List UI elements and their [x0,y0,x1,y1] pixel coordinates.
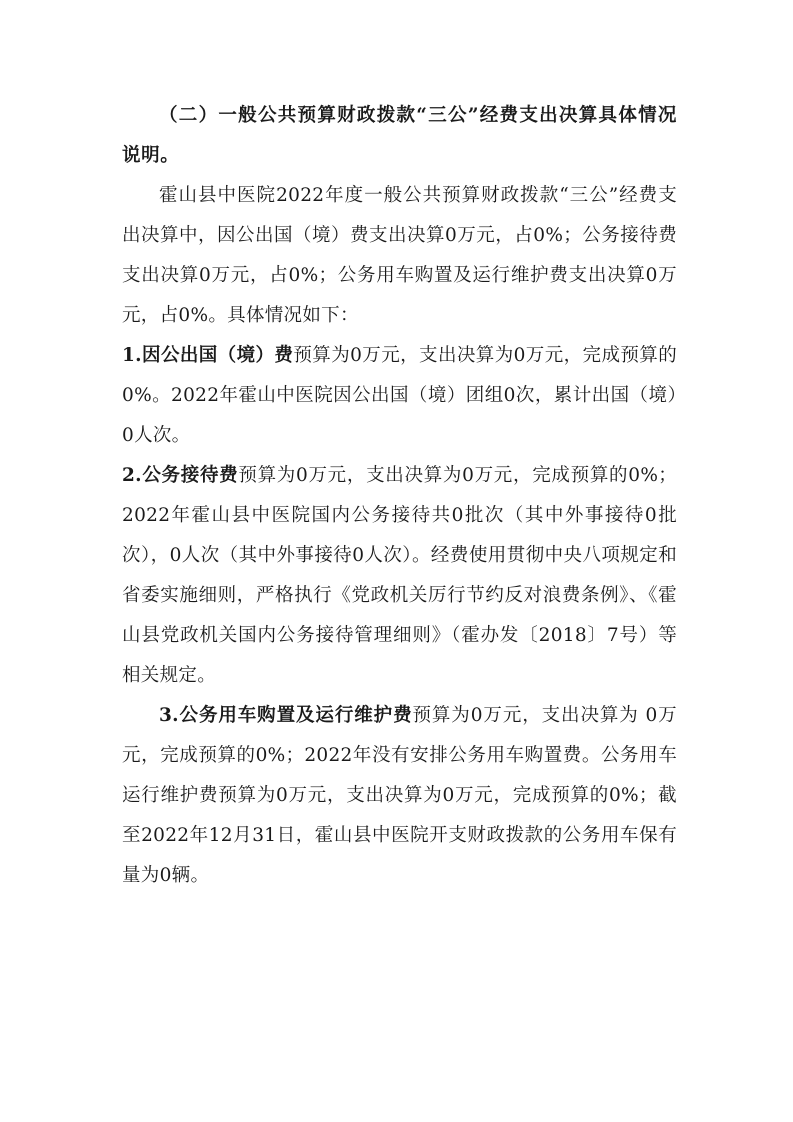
document-body [122,96,677,896]
item-title-2: 2.公务接待费 [122,465,239,486]
section-heading: （二）一般公共预算财政拨款“三公”经费支出决算具体情况说明。 [122,105,677,166]
item-body-2: 预算为0万元，支出决算为0万元，完成预算的0%；2022年霍山县中医院国内公务接待共0批次（其中外事接待0批次），0人次（其中外事接待0人次）。经费使用贯彻中央八项规定和省委实施细则，严格执行《党政机关厉行节约反对浪费条例》、《霍山县党政机关国内公务接待管理细则》（霍办发〔2018〕7号）等相关规定。 [122,465,677,686]
item-title-3: 3.公务用车购置及运行维护费 [159,705,413,726]
item-title-1: 1.因公出国（境）费 [122,345,294,366]
item-body-3: 预算为0万元，支出决算为 0万元，完成预算的0%；2022年没有安排公务用车购置费。公务用车运行维护费预算为0万元，支出决算为0万元，完成预算的0%；截至2022年12月31日，霍山县中医院开支财政拨款的公务用车保有量为0辆。 [122,705,677,886]
item-body-1: 预算为0万元，支出决算为0万元，完成预算的0%。2022年霍山中医院因公出国（境）团组0次，累计出国（境）0人次。 [122,345,677,446]
item-paragraph-2 [122,456,677,696]
item-paragraph-1 [122,336,677,456]
intro-paragraph: 霍山县中医院2022年度一般公共预算财政拨款“三公”经费支出决算中，因公出国（境）费支出决算0万元，占0%；公务接待费支出决算0万元，占0%；公务用车购置及运行维护费支出决算0万元，占0%。具体情况如下： [122,185,677,326]
item-paragraph-3 [122,696,677,896]
